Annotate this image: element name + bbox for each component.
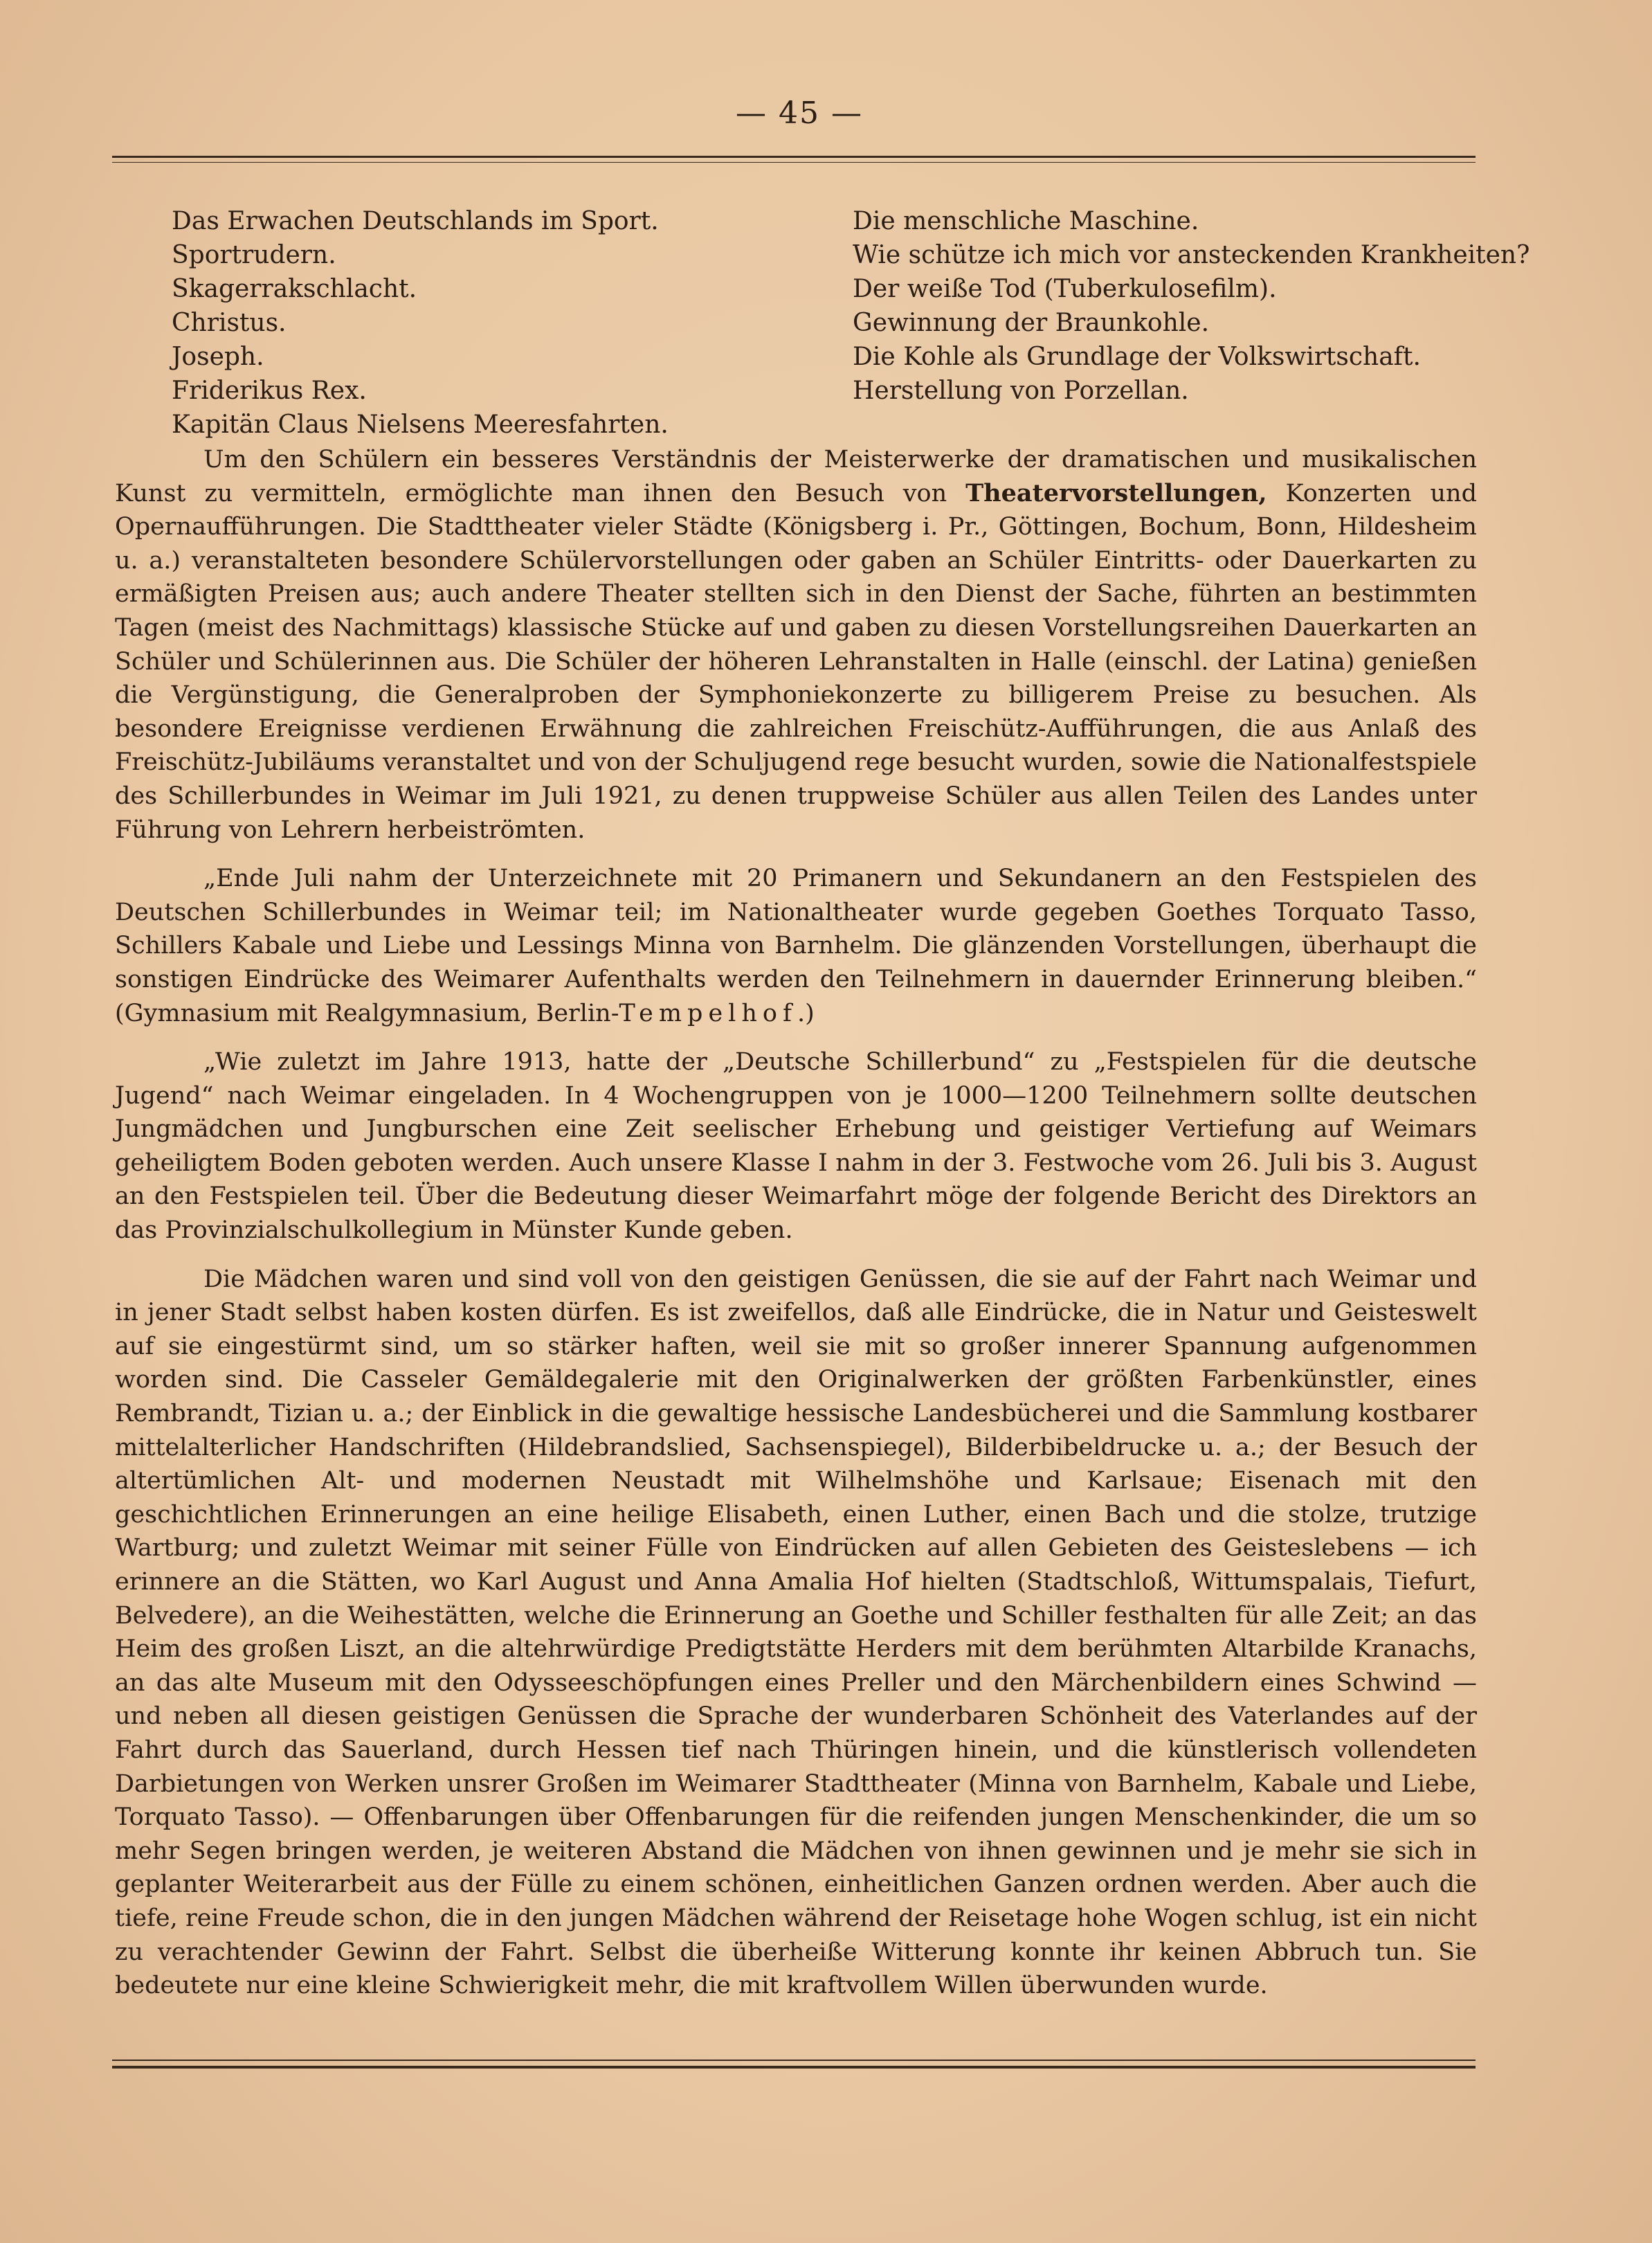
film-title: Joseph. [172,343,264,371]
paragraph-theater: Um den Schülern ein besseres Verständnis der Meisterwerke der dramatischen und musikalischen Kunst zu vermitteln, ermöglichte man ihnen den Besuch von Theatervorstellungen, Konzerten und Opernaufführungen. Die Stadttheater vieler Städte (Königsberg i. Pr., Göttingen, Bochum, Bonn, Hildesheim u. a.) veranstalteten besondere Schülervorstellungen oder gaben an Schüler Eintritts- oder Dauerkarten zu ermäßigten Preisen aus; auch andere Theater stellten sich in den Dienst der Sache, führten an bestimmten Tagen (meist des Nachmittags) klassische Stücke auf und gaben zu diesen Vorstellungsreihen Dauerkarten an Schüler und Schülerinnen aus. Die Schüler der höheren Lehranstalten in Halle (einschl. der Latina) genießen die Vergünstigung, die Generalproben der Symphoniekonzerte zu billigerem Preise zu besuchen. Als besondere Ereignisse verdienen Erwähnung die zahlreichen Freischütz-Aufführungen, die aus Anlaß des Freischütz-Jubiläums veranstaltet und von der Schuljugend rege besucht wurden, sowie die Nationalfestspiele des Schillerbundes in Weimar im Juli 1921, zu denen truppweise Schüler aus allen Teilen des Landes unter Führung von Lehrern herbeiströmten. [115,446,1478,844]
film-list-right [853,204,1530,408]
film-title: Gewinnung der Braunkohle. [853,309,1210,337]
header-rule-thin [112,162,1476,163]
film-title: Wie schütze ich mich vor ansteckenden Krankheiten? [853,241,1530,269]
page-number: — 45 — [736,96,863,131]
body-text [115,443,1477,2003]
film-title: Herstellung von Porzellan. [853,377,1189,405]
film-title: Das Erwachen Deutschlands im Sport. [172,207,659,235]
film-title: Der weiße Tod (Tuberkulosefilm). [853,275,1277,303]
film-title: Sportrudern. [172,241,336,269]
spaced-tempelhof: Tempelhof [619,999,797,1027]
paragraph-berlin-quote: „Ende Juli nahm der Unterzeichnete mit 20 Primanern und Sekundanern an den Festspielen des Deutschen Schillerbundes in Weimar teil; im Nationaltheater wurde gegeben Goethes Torquato Tasso, Schillers Kabale und Liebe und Lessings Minna von Barnhelm. Die glänzenden Vorstellungen, überhaupt die sonstigen Eindrücke des Weimarer Aufenthalts werden den Teilnehmern in dauernder Erinnerung bleiben.“ (Gymnasium mit Realgymnasium, Berlin-Tempelhof.) [115,865,1477,1027]
film-title: Kapitän Claus Nielsens Meeresfahrten. [172,411,669,439]
paragraph-schillerbund: „Wie zuletzt im Jahre 1913, hatte der „Deutsche Schillerbund“ zu „Festspielen für die deutsche Jugend“ nach Weimar eingeladen. In 4 Wochengruppen von je 1000—1200 Teilnehmern sollte deutschen Jungmädchen und Jungburschen eine Zeit seelischer Erhebung und geistiger Vertiefung auf Weimars geheiligtem Boden geboten werden. Auch unsere Klasse I nahm in der 3. Festwoche vom 26. Juli bis 3. August an den Festspielen teil. Über die Bedeutung dieser Weimarfahrt möge der folgende Bericht des Direktors an das Provinzialschulkollegium in Münster Kunde geben. [115,1048,1477,1245]
film-title: Die menschliche Maschine. [853,207,1199,235]
film-title: Friderikus Rex. [172,377,367,405]
header-rule [112,156,1476,158]
footer-rule-thin [112,2060,1476,2061]
footer-rule [112,2066,1476,2069]
film-list-left [172,204,836,442]
emphasis-theatervorstellungen: Theatervorstellungen, [965,478,1267,507]
film-title: Skagerrakschlacht. [172,275,417,303]
paragraph-weimar-report: Die Mädchen waren und sind voll von den geistigen Genüssen, die sie auf der Fahrt nach Weimar und in jener Stadt selbst haben kosten dürfen. Es ist zweifellos, daß alle Eindrücke, die in Natur und Geisteswelt auf sie eingestürmt sind, um so stärker haften, weil sie mit so großer innerer Spannung aufgenommen worden sind. Die Casseler Gemäldegalerie mit den Originalwerken der größten Farbenkünstler, eines Rembrandt, Tizian u. a.; der Einblick in die gewaltige hessische Landesbücherei und die Sammlung kostbarer mittelalterlicher Handschriften (Hildebrandslied, Sachsenspiegel), Bilderbibeldrucke u. a.; der Besuch der altertümlichen Alt- und modernen Neustadt mit Wilhelmshöhe und Karlsaue; Eisenach mit den geschichtlichen Erinnerungen an eine heilige Elisabeth, einen Luther, einen Bach und die stolze, trutzige Wartburg; und zuletzt Weimar mit seiner Fülle von Eindrücken auf allen Gebieten des Geisteslebens — ich erinnere an die Stätten, wo Karl August und Anna Amalia Hof hielten (Stadtschloß, Wittumspalais, Tiefurt, Belvedere), an die Weihestätten, welche die Erinnerung an Goethe und Schiller festhalten für alle Zeit; an das Heim des großen Liszt, an die altehrwürdige Predigtstätte Herders mit dem berühmten Altarbilde Kranachs, an das alte Museum mit den Odysseeschöpfungen eines Preller und den Märchenbildern eines Schwind — und neben all diesen geistigen Genüssen die Sprache der wunderbaren Schönheit des Vaterlandes auf der Fahrt durch das Sauerland, durch Hessen tief nach Thüringen hinein, und die künstlerisch vollendeten Darbietungen von Werken unsrer Großen im Weimarer Stadttheater (Minna von Barnhelm, Kabale und Liebe, Torquato Tasso). — Offenbarungen über Offenbarungen für die reifenden jungen Menschenkinder, die um so mehr Segen bringen werden, je weiteren Abstand die Mädchen von ihnen gewinnen und je mehr sie sich in geplanter Weiterarbeit aus der Fülle zu einem schönen, einheitlichen Ganzen ordnen werden. Aber auch die tiefe, reine Freude schon, die in den jungen Mädchen während der Reisetage hohe Wogen schlug, ist ein nicht zu verachtender Gewinn der Fahrt. Selbst die überheiße Witterung konnte ihr keinen Abbruch tun. Sie bedeutete nur eine kleine Schwierigkeit mehr, die mit kraftvollem Willen überwunden wurde. [115,1265,1477,2000]
film-title: Christus. [172,309,287,337]
film-title: Die Kohle als Grundlage der Volkswirtschaft. [853,343,1421,371]
